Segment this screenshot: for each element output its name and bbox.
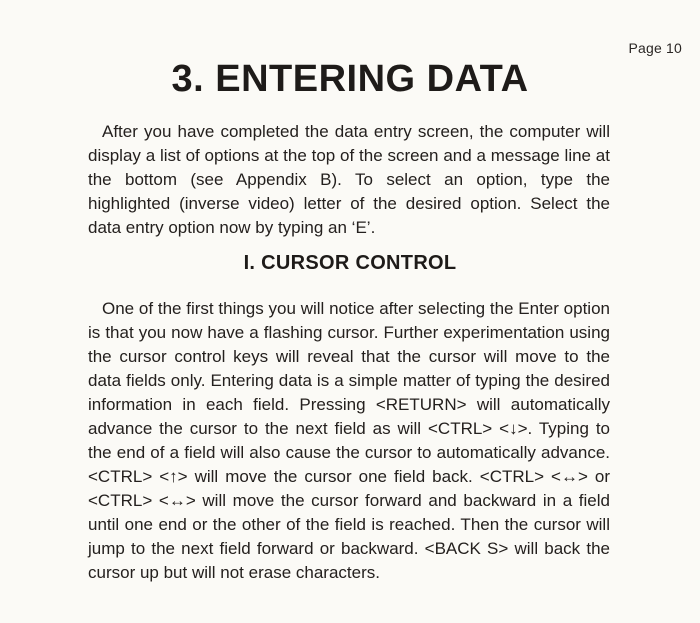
section-title: I. CURSOR CONTROL: [243, 252, 457, 274]
chapter-title: 3. ENTERING DATA: [171, 58, 529, 100]
page-number: Page 10: [628, 40, 682, 56]
intro-paragraph: After you have completed the data entry screen, the computer will display a list of options at the top of the screen and a message line at the bottom (see Appendix B). To select an option, type the highlighted (inverse video) letter of the desired option. Select the data entry option now by typing an ‘E’.: [88, 122, 610, 237]
cursor-control-paragraph: One of the first things you will notice after selecting the Enter option is that you now have a flashing cursor. Further experimentation using the cursor control keys will reveal that the cursor will move to the data fields only. Entering data is a simple matter of typing the desired information in each field. Pressing <RETURN> will automatically advance the cursor to the next field as will <CTRL> <↓>. Typing to the end of a field will also cause the cursor to automatically advance. <CTRL> <↑> will move the cursor one field back. <CTRL> <↔> or <CTRL> <↔> will move the cursor forward and backward in a field until one end or the other of the field is reached. Then the cursor will jump to the next field forward or backward. <BACK S> will back the cursor up but will not erase characters.: [88, 299, 610, 582]
